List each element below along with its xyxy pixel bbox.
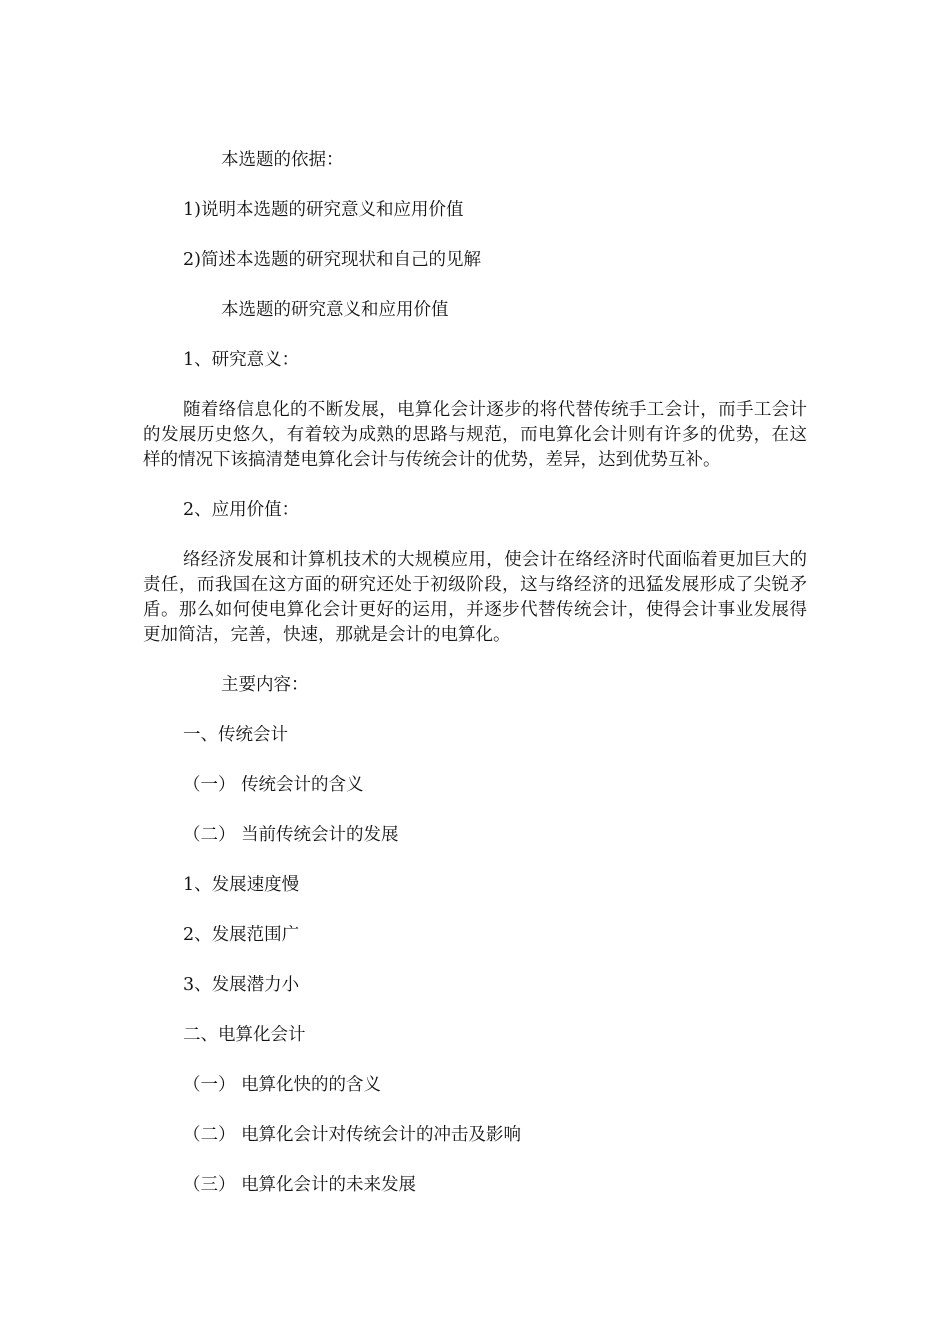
outline-item: 2、发展范围广 xyxy=(183,925,300,945)
outline-item: 1、发展速度慢 xyxy=(183,875,300,895)
basis-heading: 本选题的依据： xyxy=(221,150,344,170)
main-content-heading: 主要内容： xyxy=(221,675,309,695)
research-significance-label: 1、研究意义： xyxy=(183,350,300,370)
outline-item: 二、电算化会计 xyxy=(183,1025,306,1045)
research-significance-paragraph: 随着络信息化的不断发展，电算化会计逐步的将代替传统手工会计，而手工会计的发展历史悠久，有着较为成熟的思路与规范，而电算化会计则有许多的优势，在这样的情况下该搞清楚电算化会计与传统会计的优势，差异，达到优势互补。 xyxy=(143,400,807,470)
outline-item: （一） 传统会计的含义 xyxy=(183,775,364,795)
application-value-paragraph: 络经济发展和计算机技术的大规模应用，使会计在络经济时代面临着更加巨大的责任，而我国在这方面的研究还处于初级阶段，这与络经济的迅猛发展形成了尖锐矛盾。那么如何使电算化会计更好的运用，并逐步代替传统会计，使得会计事业发展得更加简洁，完善，快速，那就是会计的电算化。 xyxy=(143,550,807,645)
outline-item: （二） 当前传统会计的发展 xyxy=(183,825,399,845)
outline-item: 3、发展潜力小 xyxy=(183,975,300,995)
outline-item: （三） 电算化会计的未来发展 xyxy=(183,1175,417,1195)
significance-heading: 本选题的研究意义和应用价值 xyxy=(221,300,449,320)
requirement-2: 2)简述本选题的研究现状和自己的见解 xyxy=(183,250,481,270)
requirement-1: 1)说明本选题的研究意义和应用价值 xyxy=(183,200,464,220)
outline-item: （二） 电算化会计对传统会计的冲击及影响 xyxy=(183,1125,522,1145)
document-body xyxy=(143,148,807,1223)
application-value-label: 2、应用价值： xyxy=(183,500,300,520)
outline-item: （一） 电算化快的的含义 xyxy=(183,1075,382,1095)
outline-item: 一、传统会计 xyxy=(183,725,288,745)
